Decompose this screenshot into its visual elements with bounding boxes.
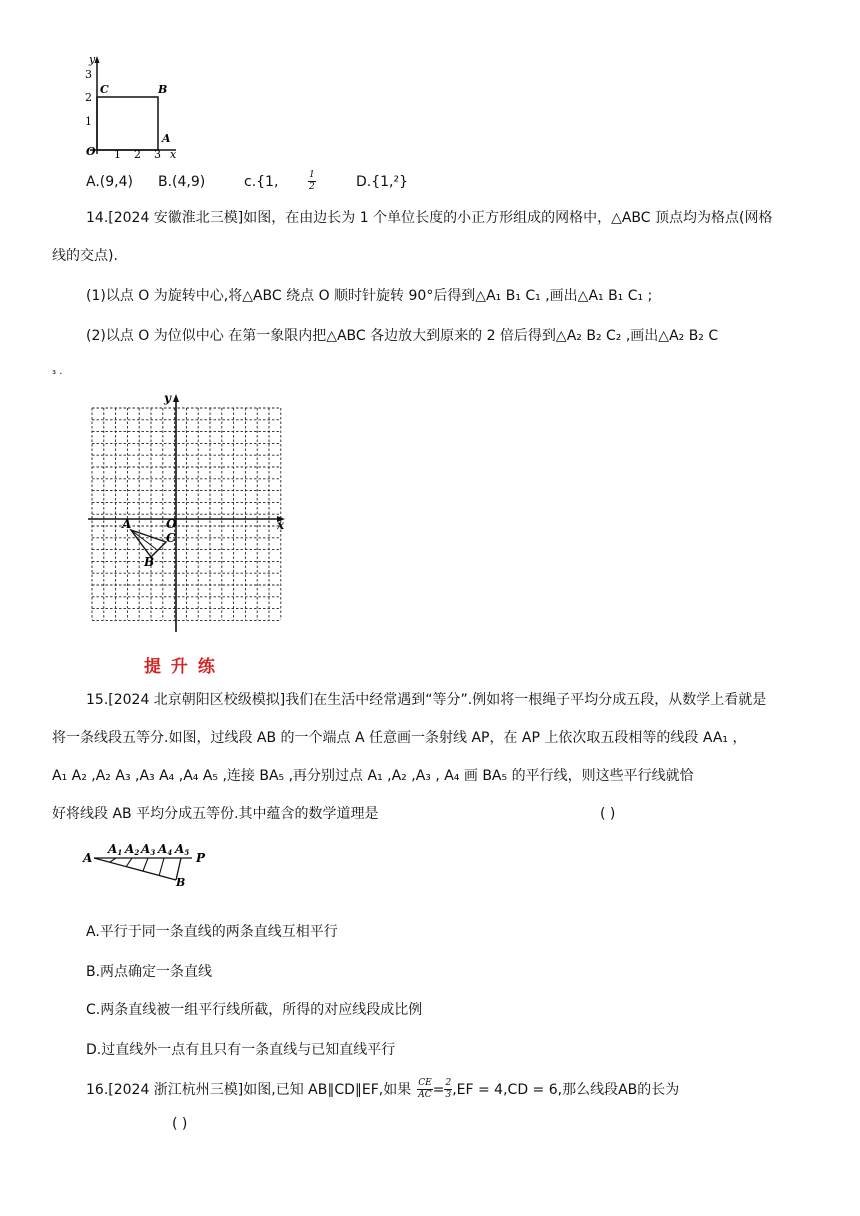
y-axis-label: y (164, 392, 171, 405)
label-a: A (122, 517, 132, 531)
y-axis-arrow (95, 56, 100, 63)
q13-option-a: A.(9,4) (86, 174, 133, 190)
label-b: B (144, 555, 155, 569)
label-a1: A1 (108, 842, 123, 857)
q13-option-c-prefix: c.{1, (244, 174, 279, 190)
grid-lines (92, 408, 281, 620)
x-axis-label: x (170, 148, 177, 161)
figure-14-grid (86, 392, 296, 636)
label-a4: A4 (158, 842, 173, 857)
label-b: B (158, 83, 168, 96)
q16-prefix: 16.[2024 浙江杭州三模]如图,已知 AB∥CD∥EF,如果 (86, 1081, 412, 1098)
y-axis-label: y (89, 54, 96, 66)
q16-rest: ,EF = 4,CD = 6,那么线段AB的长为 (452, 1081, 680, 1098)
q16-fraction-ce-ac (417, 1078, 432, 1101)
label-c: C (100, 83, 109, 96)
q15-option-c: C.两条直线被一组平行线所截，所得的对应线段成比例 (86, 1002, 423, 1018)
q15-stem-line3: A₁ A₂ ,A₂ A₃ ,A₃ A₄ ,A₄ A₅ ,连接 BA₅ ,再分别过点 A₁ ,A₂ ,A₃ , A₄ 画 BA₅ 的平行线，则这些平行线就恰 (52, 768, 694, 784)
x-tick-3: 3 (154, 148, 161, 161)
q13-option-b: B.(4,9) (158, 174, 206, 190)
q15-option-d: D.过直线外一点有且只有一条直线与已知直线平行 (86, 1042, 396, 1058)
parallel-line-4 (159, 858, 164, 876)
q16-stem (86, 1078, 679, 1101)
label-b: B (176, 876, 186, 886)
q15-option-b: B.两点确定一条直线 (86, 964, 213, 980)
fraction-denominator: AC (418, 1090, 432, 1100)
q14-part2-tail: ₃ . (52, 366, 63, 377)
q15-stem-line1: 15.[2024 北京朝阳区校级模拟]我们在生活中经常遇到“等分”.例如将一根绳子平均分成五段，从数学上看就是 (86, 692, 767, 708)
segment-ab (94, 858, 176, 880)
q15-answer-paren: ( ) (600, 806, 616, 822)
parallel-line-2 (126, 858, 132, 867)
parallel-line-3 (143, 858, 148, 871)
fraction-denominator: 2 (309, 182, 315, 192)
figure-13-rectangle-graph (80, 54, 190, 164)
q13-option-d: D.{1,²} (356, 174, 409, 190)
q16-equals: = (432, 1081, 445, 1098)
q15-stem-line2: 将一条线段五等分.如图，过线段 AB 的一个端点 A 任意画一条射线 AP，在 AP 上依次取五段相等的线段 AA₁ ， (52, 730, 747, 746)
x-axis-label: x (277, 518, 285, 532)
fraction-numerator: 1 (309, 170, 315, 180)
q14-stem-line2: 线的交点). (52, 248, 118, 264)
label-origin: O (166, 517, 177, 531)
q14-part1: (1)以点 O 为旋转中心,将△ABC 绕点 O 顺时针旋转 90°后得到△A₁ B₁ C₁ ,画出△A₁ B₁ C₁ ; (86, 288, 653, 304)
q15-stem-line4: 好将线段 AB 平均分成五等份.其中蕴含的数学道理是 (52, 806, 379, 822)
label-c: C (166, 531, 176, 545)
q15-option-a: A.平行于同一条直线的两条直线互相平行 (86, 924, 338, 940)
label-p: P (196, 851, 206, 865)
rectangle-oabc (97, 97, 158, 150)
x-tick-1: 1 (114, 148, 121, 161)
fraction-numerator: CE (418, 1078, 432, 1088)
q14-part2: (2)以点 O 为位似中心 在第一象限内把△ABC 各边放大到原来的 2 倍后得到△A₂ B₂ C₂ ,画出△A₂ B₂ C (86, 328, 719, 344)
label-a3: A3 (141, 842, 156, 857)
label-origin: O (86, 145, 96, 158)
q14-stem-line1: 14.[2024 安徽淮北三模]如图，在由边长为 1 个单位长度的小正方形组成的网格中，△ABC 顶点均为格点(网格 (86, 210, 773, 226)
section-title: 提 升 练 (144, 657, 217, 677)
x-tick-2: 2 (134, 148, 141, 161)
q16-answer-paren: ( ) (172, 1116, 188, 1132)
fraction-numerator: 2 (445, 1078, 452, 1088)
q16-fraction-two-thirds (444, 1078, 452, 1101)
fraction-denominator: 3 (445, 1090, 452, 1100)
label-a5: A5 (175, 842, 190, 857)
label-a2: A2 (125, 842, 140, 857)
figure-15-segment-division (80, 838, 220, 886)
y-tick-3: 3 (85, 68, 92, 81)
y-tick-2: 2 (85, 91, 92, 104)
label-a: A (162, 132, 171, 145)
y-axis-arrow (173, 394, 179, 402)
y-tick-1: 1 (85, 115, 92, 128)
q13-option-c-fraction (308, 170, 316, 193)
label-a: A (83, 851, 93, 865)
